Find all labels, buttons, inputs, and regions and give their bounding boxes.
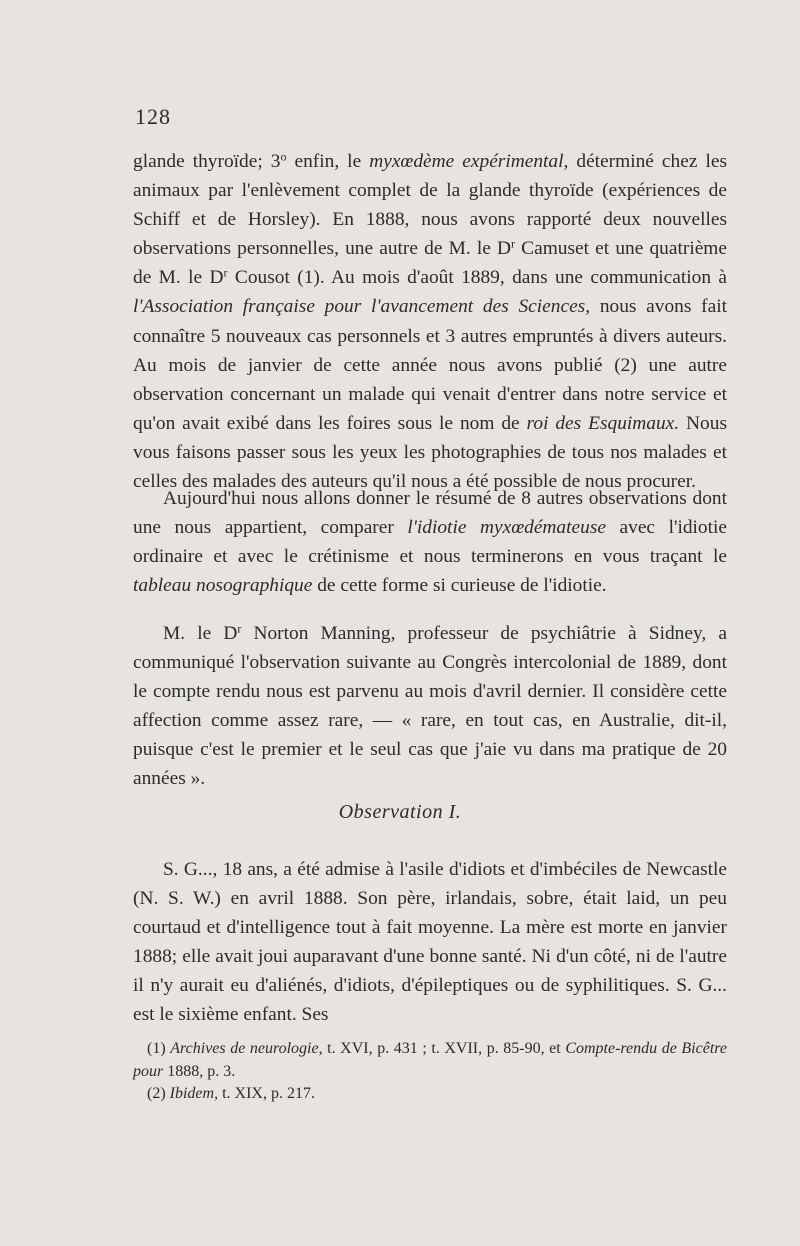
text-run: de cette forme si curieuse de l'idiotie. [312, 575, 607, 597]
text-run: Norton Manning, professeur de psychiâtrie à Sidney, a communiqué l'observation suivante au Congrès intercolonial de 1889, dont le compte rendu nous est parvenu au mois d'avril dernier. Il considère cette affection comme assez rare, — « rare, en tout cas, en Australie, dit-il, puisque c'est le premier et le seul cas que j'aie vu dans ma pratique de 20 années ». [133, 623, 727, 790]
italic-run: tableau nosographique [133, 575, 313, 597]
text-run: enfin, le [286, 151, 370, 172]
footnote-2 [133, 1083, 727, 1106]
italic-run: Archives de neurologie, [170, 1040, 323, 1057]
footnotes [133, 1038, 727, 1106]
paragraph-observation: S. G..., 18 ans, a été admise à l'asile d'idiots et d'imbéciles de Newcastle (N. S. W.) en avril 1888. Son père, irlandais, sobre, était laid, un peu courtaud et d'intelligence tout à fait moyenne. La mère est morte en janvier 1888; elle avait joui auparavant d'une bonne santé. Ni d'un côté, ni de l'autre il n'y aurait eu d'aliénés, d'idiots, d'épileptiques ou de syphilitiques. S. G... est le sixième enfant. Ses [133, 859, 727, 1026]
page-number: 128 [135, 104, 171, 129]
doctor-superscript: r [237, 621, 242, 636]
italic-run: Compte-rendu de Bicêtre pour [133, 1040, 727, 1080]
text-run: Camuset et une quatrième de M. le D [133, 238, 728, 289]
doctor-superscript: r [223, 265, 228, 280]
italic-run: Ibidem, [169, 1085, 219, 1102]
text-run: t. XVI, p. 431 ; t. XVII, p. 85-90, et [322, 1040, 566, 1057]
italic-run: l'idiotie myxœdémateuse [407, 517, 606, 539]
text-run: M. le D [163, 623, 238, 644]
text-run: nous avons fait connaître 5 nouveaux cas personnels et 3 autres empruntés à divers auteurs. Au mois de janvier de cette année nous avons publié (2) une autre observation concernant un malade qui venait d'entrer dans notre service et qu'on avait exibé dans les foires sous le nom de [133, 296, 727, 434]
italic-run: roi des Esquimaux. [526, 412, 680, 434]
italic-run: myxœdème expérimental, [369, 151, 569, 172]
ordinal-superscript: o [280, 149, 287, 164]
paragraph-intro [133, 147, 727, 496]
footnote-marker: (1) [147, 1040, 171, 1057]
paragraph-manning [133, 619, 727, 794]
text-run: Aujourd'hui nous allons donner le résumé de 8 autres observations dont une nous appartient, comparer [133, 488, 727, 539]
italic-run: l'Association française pour l'avancement des Sciences, [133, 296, 591, 318]
footnote-1 [133, 1038, 727, 1083]
footnote-marker: (2) [147, 1085, 170, 1102]
doctor-superscript: r [511, 236, 516, 251]
text-run: déterminé chez les animaux par l'enlèvement complet de la glande thyroïde (expériences de Schiff et de Horsley). En 1888, nous avons rapporté deux nouvelles observations personnelles, une autre de M. le D [133, 151, 727, 260]
observation-heading: Observation I. [338, 801, 462, 823]
text-run: avec l'idiotie ordinaire et avec le crétinisme et nous terminerons en vous traçant le [133, 517, 728, 568]
text-run: glande thyroïde; 3 [133, 151, 281, 172]
paragraph-today [133, 484, 727, 600]
text-run: 1888, p. 3. [163, 1062, 236, 1080]
text-run: Nous vous faisons passer sous les yeux les photographies de tous nos malades et celles des malades des auteurs qu'il nous a été possible de nous procurer. [133, 412, 727, 493]
text-run: t. XIX, p. 217. [218, 1085, 315, 1102]
text-run: Cousot (1). Au mois d'août 1889, dans une communication à [227, 267, 727, 289]
